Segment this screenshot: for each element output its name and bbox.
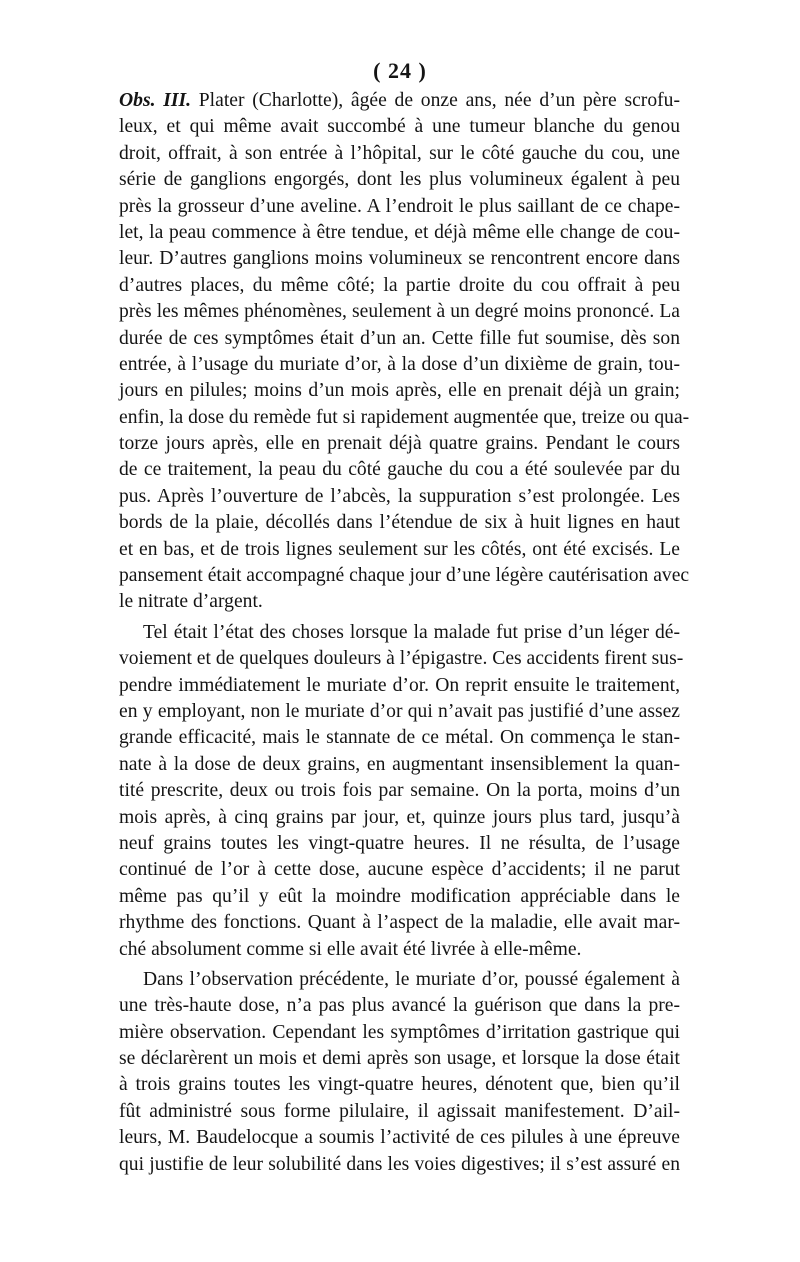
text-line: en y employant, non le muriate d’or qui n’avait pas justifié d’une assez (119, 700, 680, 722)
text-line: durée de ces symptômes était d’un an. Cette fille fut soumise, dès son (119, 327, 680, 349)
text-line: let, la peau commence à être tendue, et déjà même elle change de cou- (119, 221, 680, 243)
text-line: mois après, à cinq grains par jour, et, quinze jours plus tard, jusqu’à (119, 806, 680, 828)
text-line: se déclarèrent un mois et demi après son usage, et lorsque la dose était (119, 1048, 680, 1070)
text-line: tité prescrite, deux ou trois fois par semaine. On la porta, moins d’un (119, 780, 680, 802)
text-line: près la grosseur d’une aveline. A l’endroit le plus saillant de ce chape- (119, 195, 680, 217)
text-line: près les mêmes phénomènes, seulement à un degré moins prononcé. La (119, 301, 680, 323)
text-line: une très-haute dose, n’a pas plus avancé la guérison que dans la pre- (119, 995, 680, 1017)
text-line: même pas qu’il y eût la moindre modification appréciable dans le (119, 885, 680, 907)
text-line: voiement et de quelques douleurs à l’épigastre. Ces accidents firent sus- (119, 648, 684, 670)
text-line: continué de l’or à cette dose, aucune espèce d’accidents; il ne parut (119, 859, 680, 881)
text-line: pansement était accompagné chaque jour d’une légère cautérisation avec (119, 565, 690, 587)
text-line: torze jours après, elle en prenait déjà quatre grains. Pendant le cours (119, 433, 680, 455)
text-line: d’autres places, du même côté; la partie droite du cou offrait à peu (119, 274, 680, 296)
text-line: bords de la plaie, décollés dans l’étendue de six à huit lignes en haut (119, 512, 680, 534)
text-line: fût administré sous forme pilulaire, il agissait manifestement. D’ail- (119, 1100, 680, 1122)
text-line: grande efficacité, mais le stannate de ce métal. On commença le stan- (119, 727, 680, 749)
text-line: rhythme des fonctions. Quant à l’aspect de la maladie, elle avait mar- (119, 912, 680, 934)
text-line: nate à la dose de deux grains, en augmentant insensiblement la quan- (119, 753, 680, 775)
text-line: pendre immédiatement le muriate d’or. On reprit ensuite le traitement, (119, 674, 680, 696)
paragraph (119, 88, 690, 616)
text-line: et en bas, et de trois lignes seulement sur les côtés, ont été excisés. Le (119, 538, 680, 560)
text-line: enfin, la dose du remède fut si rapidement augmentée que, treize ou qua- (119, 406, 690, 428)
text-line: leurs, M. Baudelocque a soumis l’activité de ces pilules à une épreuve (119, 1127, 680, 1149)
paragraph (119, 620, 684, 963)
text-line: leur. D’autres ganglions moins volumineux se rencontrent encore dans (119, 248, 680, 270)
text-line: le nitrate d’argent. (119, 591, 263, 613)
text-line: entrée, à l’usage du muriate d’or, à la dose d’un dixième de grain, tou- (119, 353, 680, 375)
page-number: ( 24 ) (373, 58, 427, 83)
observation-label: Obs. III. (119, 90, 192, 111)
paragraph (119, 967, 680, 1178)
text-line: Tel était l’état des choses lorsque la malade fut prise d’un léger dé- (143, 621, 680, 643)
text-line: Dans l’observation précédente, le muriate d’or, poussé également à (143, 968, 680, 990)
text-line: série de ganglions engorgés, dont les plus volumineux égalent à peu (119, 169, 680, 191)
text-line-content: Plater (Charlotte), âgée de onze ans, née d’un père scrofu- (191, 90, 680, 111)
text-line: ché absolument comme si elle avait été livrée à elle-même. (119, 938, 582, 960)
text-line (119, 88, 680, 114)
text-line: qui justifie de leur solubilité dans les voies digestives; il s’est assuré en (119, 1153, 680, 1175)
body-text (119, 88, 690, 1178)
text-line: jours en pilules; moins d’un mois après, elle en prenait déjà un grain; (119, 380, 680, 402)
text-line: pus. Après l’ouverture de l’abcès, la suppuration s’est prolongée. Les (119, 485, 680, 507)
text-line: mière observation. Cependant les symptômes d’irritation gastrique qui (119, 1021, 680, 1043)
text-line: de ce traitement, la peau du côté gauche du cou a été soulevée par du (119, 459, 680, 481)
text-line: droit, offrait, à son entrée à l’hôpital, sur le côté gauche du cou, une (119, 142, 680, 164)
text-line: leux, et qui même avait succombé à une tumeur blanche du genou (119, 116, 680, 138)
text-line: à trois grains toutes les vingt-quatre heures, dénotent que, bien qu’il (119, 1074, 680, 1096)
text-line: neuf grains toutes les vingt-quatre heures. Il ne résulta, de l’usage (119, 832, 680, 854)
